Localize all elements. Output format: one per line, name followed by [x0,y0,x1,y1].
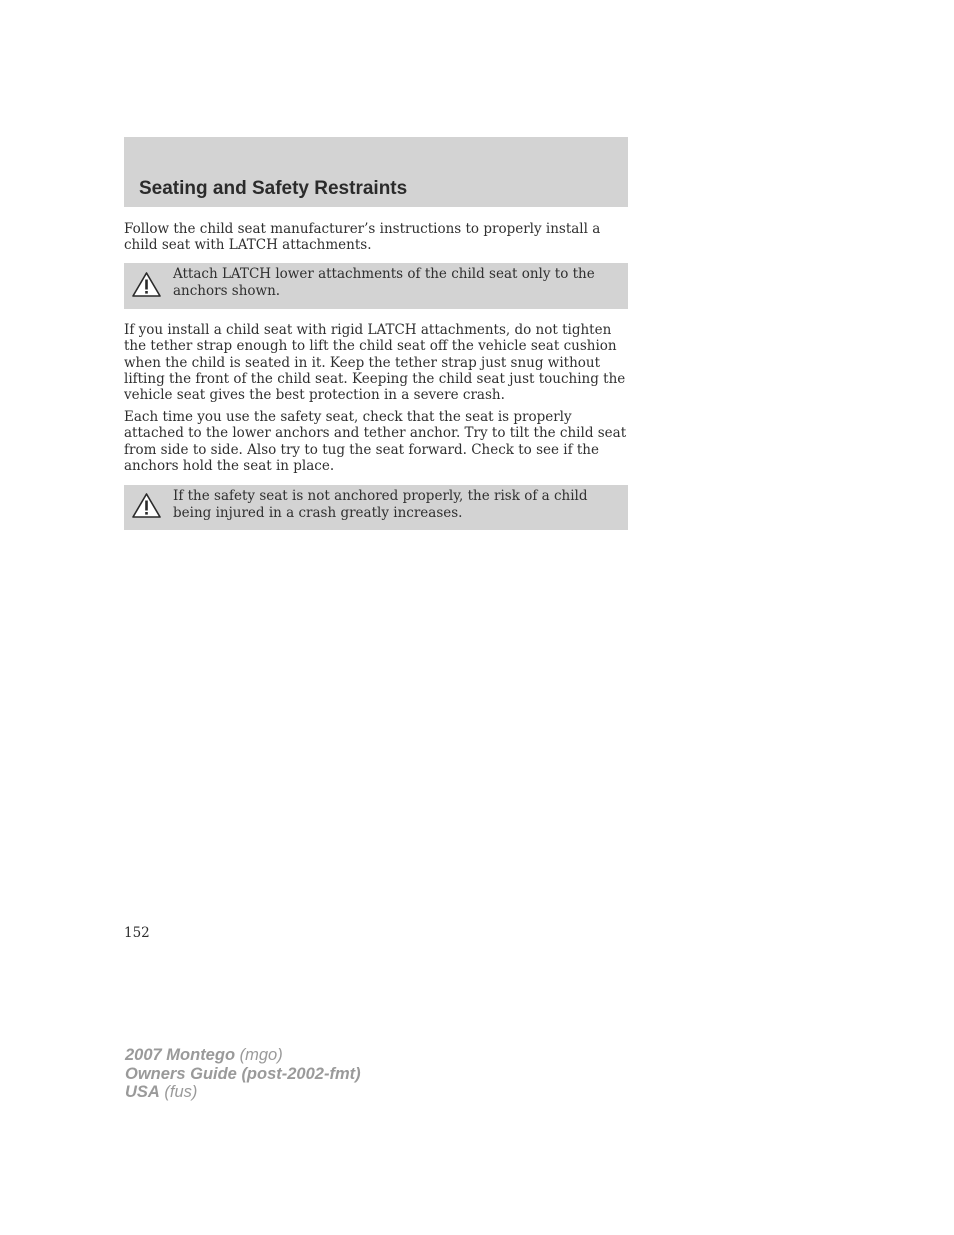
footer-line-model [125,1046,361,1065]
check-seat-paragraph: Each time you use the safety seat, check that the seat is properly attached to the lower anchors and tether anchor. Try to tilt the child seat from side to side. Also try to tug the seat forward. Check to see if the anchors hold the seat in place. [124,409,627,474]
footer-model-code: (mgo) [235,1046,283,1064]
warning-text-latch: Attach LATCH lower attachments of the child seat only to the anchors shown. [173,266,595,299]
footer-guide: Owners Guide (post-2002-fmt) [125,1064,361,1083]
warning-text-anchoring: If the safety seat is not anchored properly, the risk of a child being injured in a crash greatly increases. [173,488,588,521]
warning-triangle-icon [131,271,162,298]
rigid-latch-paragraph: If you install a child seat with rigid LATCH attachments, do not tighten the tether strap enough to lift the child seat off the vehicle seat cushion when the child is seated in it. Keep the tether strap just snug without lifting the front of the child seat. Keeping the child seat just touching the vehicle seat gives the best protection in a severe crash. [124,322,626,404]
document-footer [125,1046,361,1102]
warning-box-anchoring [124,485,628,530]
footer-line-guide [125,1065,361,1084]
footer-model: 2007 Montego [125,1046,236,1064]
intro-paragraph: Follow the child seat manufacturer’s instructions to properly install a child seat with LATCH attachments. [124,221,601,254]
warning-triangle-icon [131,492,162,519]
section-header-band [124,137,628,207]
page-number: 152 [124,925,150,941]
footer-line-market [125,1083,361,1102]
section-title: Seating and Safety Restraints [139,178,408,199]
footer-market: USA [125,1083,160,1101]
warning-box-latch [124,263,628,309]
footer-market-code: (fus) [159,1083,198,1101]
